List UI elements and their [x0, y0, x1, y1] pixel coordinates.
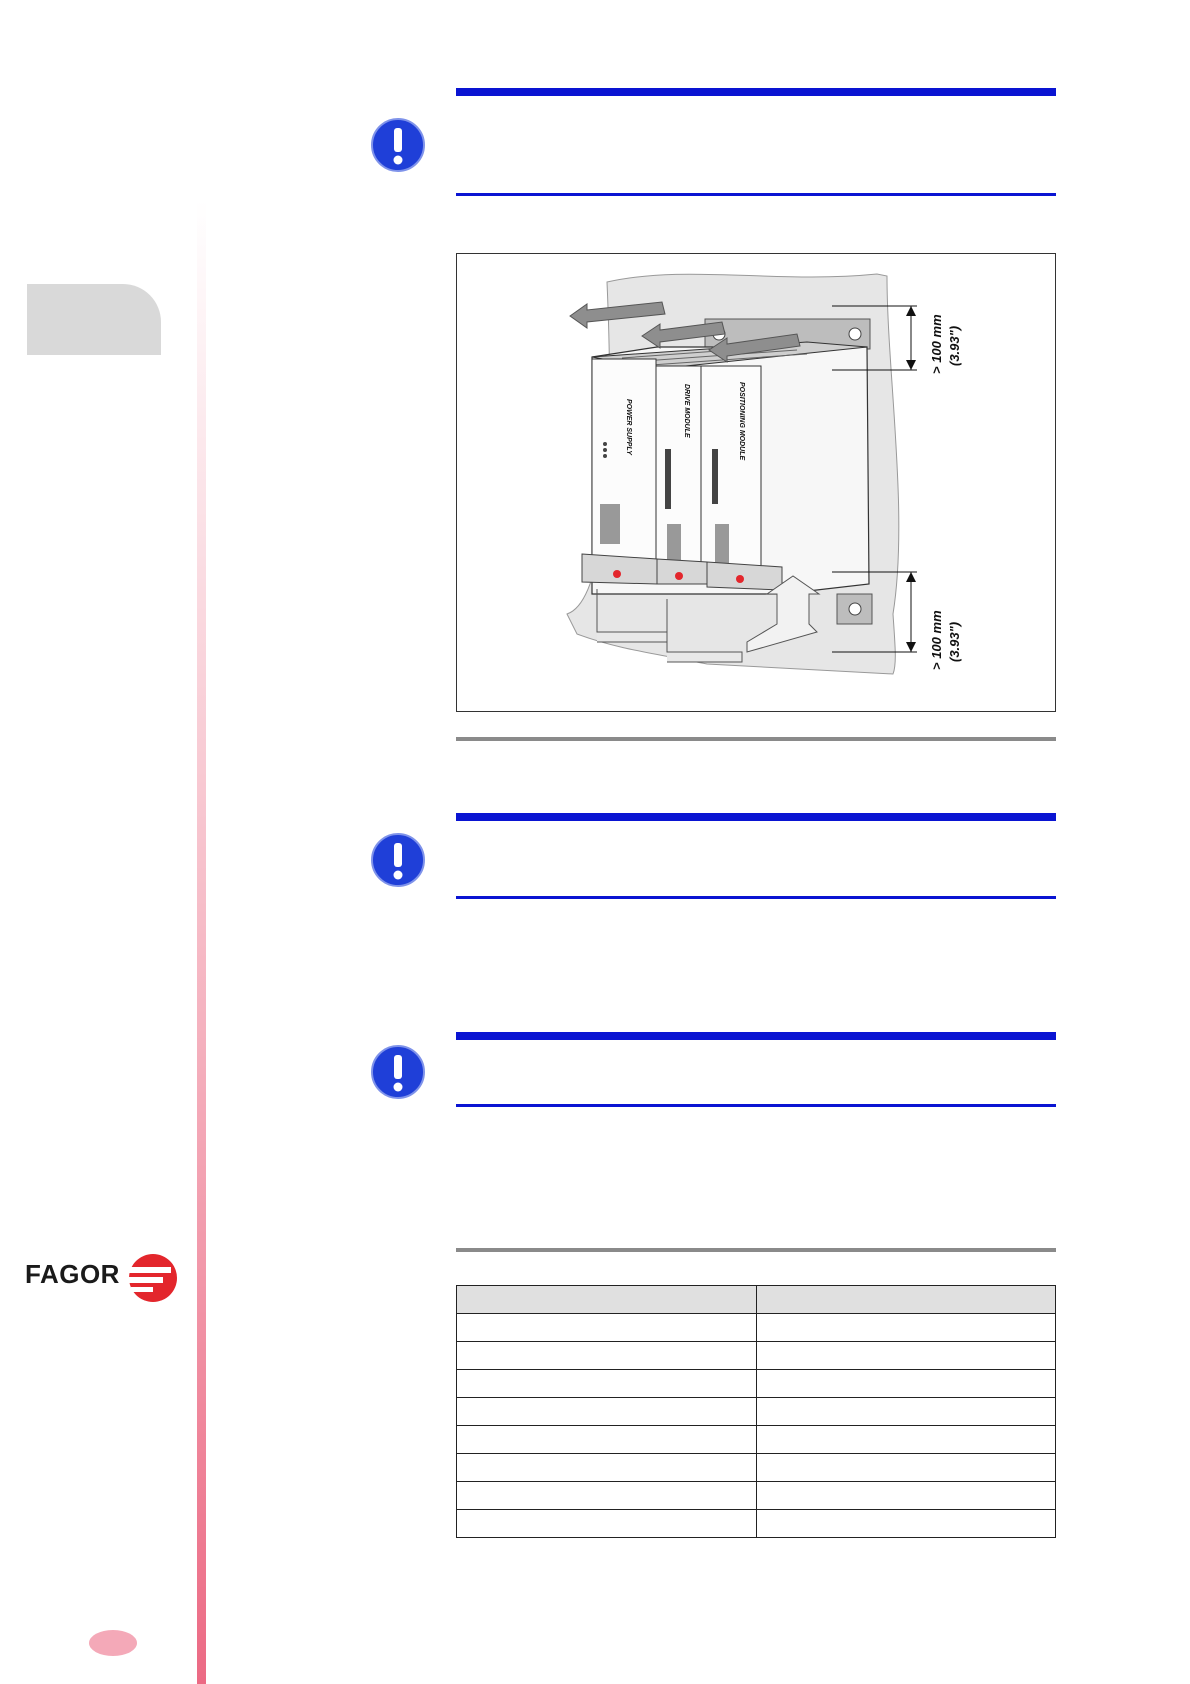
- table-cell: [756, 1314, 1056, 1342]
- side-stripe: [197, 200, 206, 1684]
- warning-rule-bottom-3: [456, 1104, 1056, 1107]
- table-cell: [457, 1314, 757, 1342]
- table-header-cell: [457, 1286, 757, 1314]
- table-row: [457, 1398, 1056, 1426]
- fagor-logo: [25, 1253, 181, 1303]
- table-cell: [756, 1454, 1056, 1482]
- table-header-row: [457, 1286, 1056, 1314]
- table-cell: [457, 1426, 757, 1454]
- table-cell: [457, 1482, 757, 1510]
- table-row: [457, 1426, 1056, 1454]
- table-cell: [756, 1398, 1056, 1426]
- figure-module-clearance: [456, 253, 1056, 712]
- warning-rule-bottom-1: [456, 193, 1056, 196]
- table-cell: [756, 1426, 1056, 1454]
- table-cell: [756, 1342, 1056, 1370]
- spec-table: [456, 1285, 1056, 1538]
- module-label-power-supply: POWER SUPPLY: [625, 399, 632, 455]
- table-row: [457, 1370, 1056, 1398]
- fagor-logo-mark-icon: [127, 1253, 179, 1303]
- warning-rule-top-2: [456, 813, 1056, 821]
- table-row: [457, 1314, 1056, 1342]
- clearance-top-label: > 100 mm: [929, 314, 944, 374]
- module-illustration: [457, 254, 1055, 711]
- section-divider-1: [456, 737, 1056, 741]
- chapter-tab: [27, 284, 161, 355]
- module-label-drive: DRIVE MODULE: [683, 384, 690, 438]
- table-cell: [457, 1370, 757, 1398]
- section-divider-2: [456, 1248, 1056, 1252]
- table-row: [457, 1342, 1056, 1370]
- logo-text: FAGOR: [25, 1259, 120, 1289]
- clearance-top-inch-label: (3.93"): [947, 325, 962, 366]
- clearance-bottom-inch-label: (3.93"): [947, 621, 962, 662]
- table-cell: [756, 1482, 1056, 1510]
- warning-icon: [370, 832, 426, 888]
- page-number-oval: [89, 1630, 137, 1656]
- warning-rule-bottom-2: [456, 896, 1056, 899]
- clearance-bottom-label: > 100 mm: [929, 610, 944, 670]
- table-cell: [756, 1510, 1056, 1538]
- table-row: [457, 1454, 1056, 1482]
- warning-icon: [370, 1044, 426, 1100]
- module-label-positioning: POSITIONING MODULE: [738, 382, 745, 461]
- table-row: [457, 1510, 1056, 1538]
- table-cell: [457, 1342, 757, 1370]
- table-cell: [756, 1370, 1056, 1398]
- warning-rule-top-3: [456, 1032, 1056, 1040]
- table-cell: [457, 1454, 757, 1482]
- table-row: [457, 1482, 1056, 1510]
- table-cell: [457, 1398, 757, 1426]
- warning-rule-top-1: [456, 88, 1056, 96]
- table-header-cell: [756, 1286, 1056, 1314]
- table-cell: [457, 1510, 757, 1538]
- warning-icon: [370, 117, 426, 173]
